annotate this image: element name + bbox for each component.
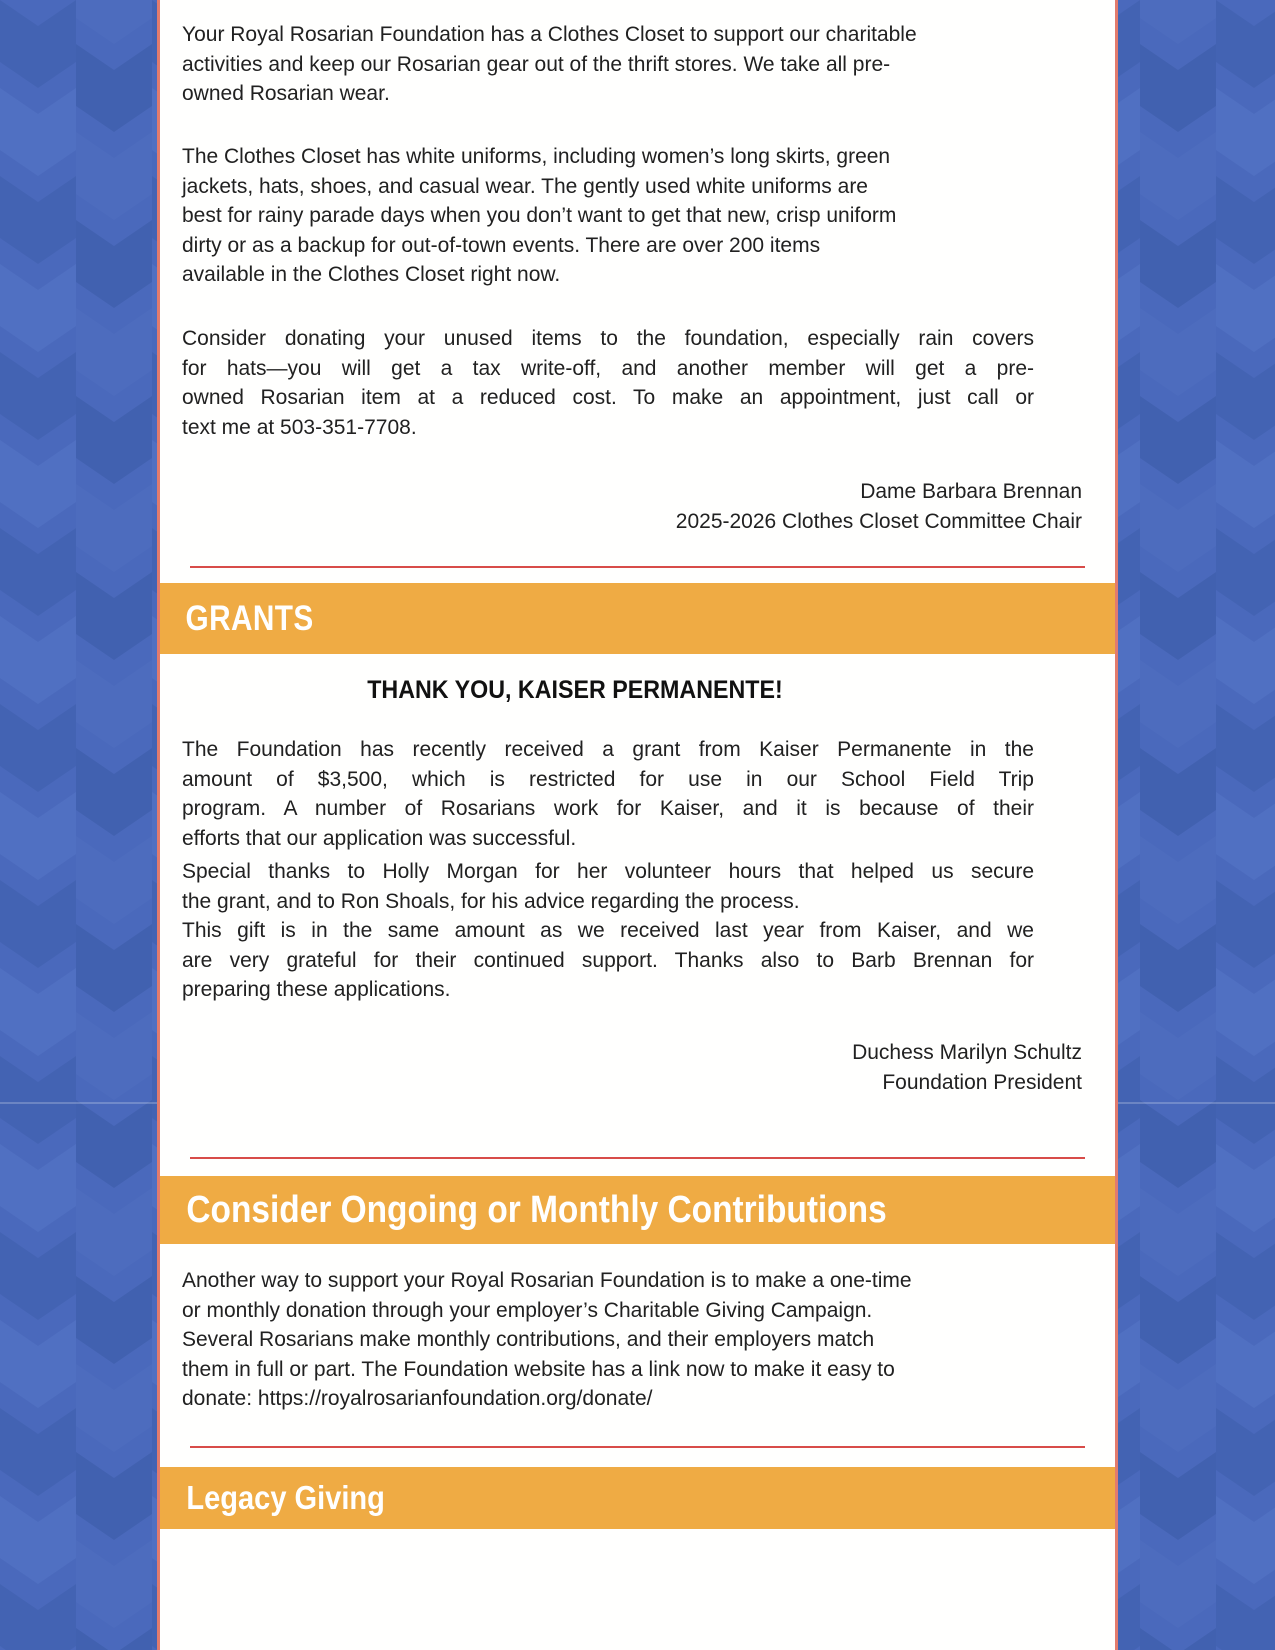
clothes-closet-paragraph-3: [182, 324, 1034, 442]
contributions-paragraph-lines: [182, 1266, 1034, 1384]
contributions-paragraph: [182, 1266, 1034, 1414]
text-line: owned Rosarian wear.: [182, 82, 390, 105]
donate-url-link[interactable]: https://royalrosarianfoundation.org/donate/: [257, 1387, 653, 1410]
text-line: program. A number of Rosarians work for Kaiser, and it is because of their: [182, 797, 1034, 820]
text-line: or monthly donation through your employer’s Charitable Giving Campaign.: [182, 1298, 873, 1322]
clothes-closet-paragraph-2: [182, 142, 1034, 290]
text-line: dirty or as a backup for out-of-town events. There are over 200 items: [182, 233, 821, 257]
signature-title: 2025-2026 Clothes Closet Committee Chair: [675, 509, 1082, 533]
text-line: for hats—you will get a tax write-off, and another member will get a pre-: [182, 356, 1034, 380]
grants-section-banner: [160, 583, 1115, 654]
text-line: Several Rosarians make monthly contributions, and their employers match: [182, 1328, 875, 1351]
text-line: The Clothes Closet has white uniforms, including women’s long skirts, green: [182, 145, 891, 168]
donate-line: [182, 1384, 1034, 1414]
text-line: preparing these applications.: [182, 978, 451, 1001]
grants-paragraph-1: [182, 735, 1034, 853]
text-line: best for rainy parade days when you don’t want to get that new, crisp uniform: [182, 204, 897, 227]
signature-name: Dame Barbara Brennan: [860, 480, 1082, 503]
grants-paragraph-2: [182, 857, 1034, 916]
text-line: Special thanks to Holly Morgan for her volunteer hours that helped us secure: [182, 860, 1034, 883]
text-line: are very grateful for their continued support. Thanks also to Barb Brennan for: [182, 948, 1034, 972]
text-line: Your Royal Rosarian Foundation has a Clothes Closet to support our charitable: [182, 23, 917, 46]
grants-signature: [182, 1038, 1082, 1097]
signature-name: Duchess Marilyn Schultz: [852, 1041, 1082, 1064]
text-line: The Foundation has recently received a grant from Kaiser Permanente in the: [182, 738, 1034, 761]
text-line: jackets, hats, shoes, and casual wear. The gently used white uniforms are: [182, 174, 868, 198]
clothes-closet-signature: [182, 477, 1082, 536]
text-line: them in full or part. The Foundation website has a link now to make it easy to: [182, 1357, 895, 1381]
signature-title: Foundation President: [882, 1070, 1082, 1094]
text-line: efforts that our application was successful.: [182, 826, 577, 850]
text-line: Consider donating your unused items to the foundation, especially rain covers: [182, 327, 1034, 350]
text-line: Another way to support your Royal Rosarian Foundation is to make a one-time: [182, 1269, 912, 1292]
text-line: activities and keep our Rosarian gear out of the thrift stores. We take all pre-: [182, 52, 891, 76]
text-line: owned Rosarian item at a reduced cost. To make an appointment, just call or: [182, 386, 1034, 409]
text-line: This gift is in the same amount as we received last year from Kaiser, and we: [182, 919, 1034, 942]
grants-paragraph-3: [182, 916, 1034, 1005]
legacy-banner-label: Legacy Giving: [186, 1479, 385, 1516]
text-line: the grant, and to Ron Shoals, for his advice regarding the process.: [182, 889, 800, 913]
section-divider-3: [190, 1446, 1085, 1448]
contributions-banner-label: Consider Ongoing or Monthly Contributions: [186, 1188, 887, 1231]
kaiser-thankyou-headline: THANK YOU, KAISER PERMANENTE!: [367, 676, 783, 704]
donate-line-lead: donate:: [182, 1387, 258, 1410]
clothes-closet-paragraph-1: [182, 20, 1034, 109]
text-line: available in the Clothes Closet right now.: [182, 263, 561, 286]
text-line: amount of $3,500, which is restricted for use in our School Field Trip: [182, 767, 1034, 791]
grants-banner-label: GRANTS: [185, 598, 314, 638]
legacy-giving-section-banner: [160, 1467, 1115, 1529]
content-panel: [157, 0, 1118, 1650]
section-divider-2: [190, 1157, 1085, 1159]
text-line: text me at 503-351-7708.: [182, 415, 417, 439]
section-divider-1: [190, 566, 1085, 568]
contributions-section-banner: [160, 1176, 1115, 1244]
